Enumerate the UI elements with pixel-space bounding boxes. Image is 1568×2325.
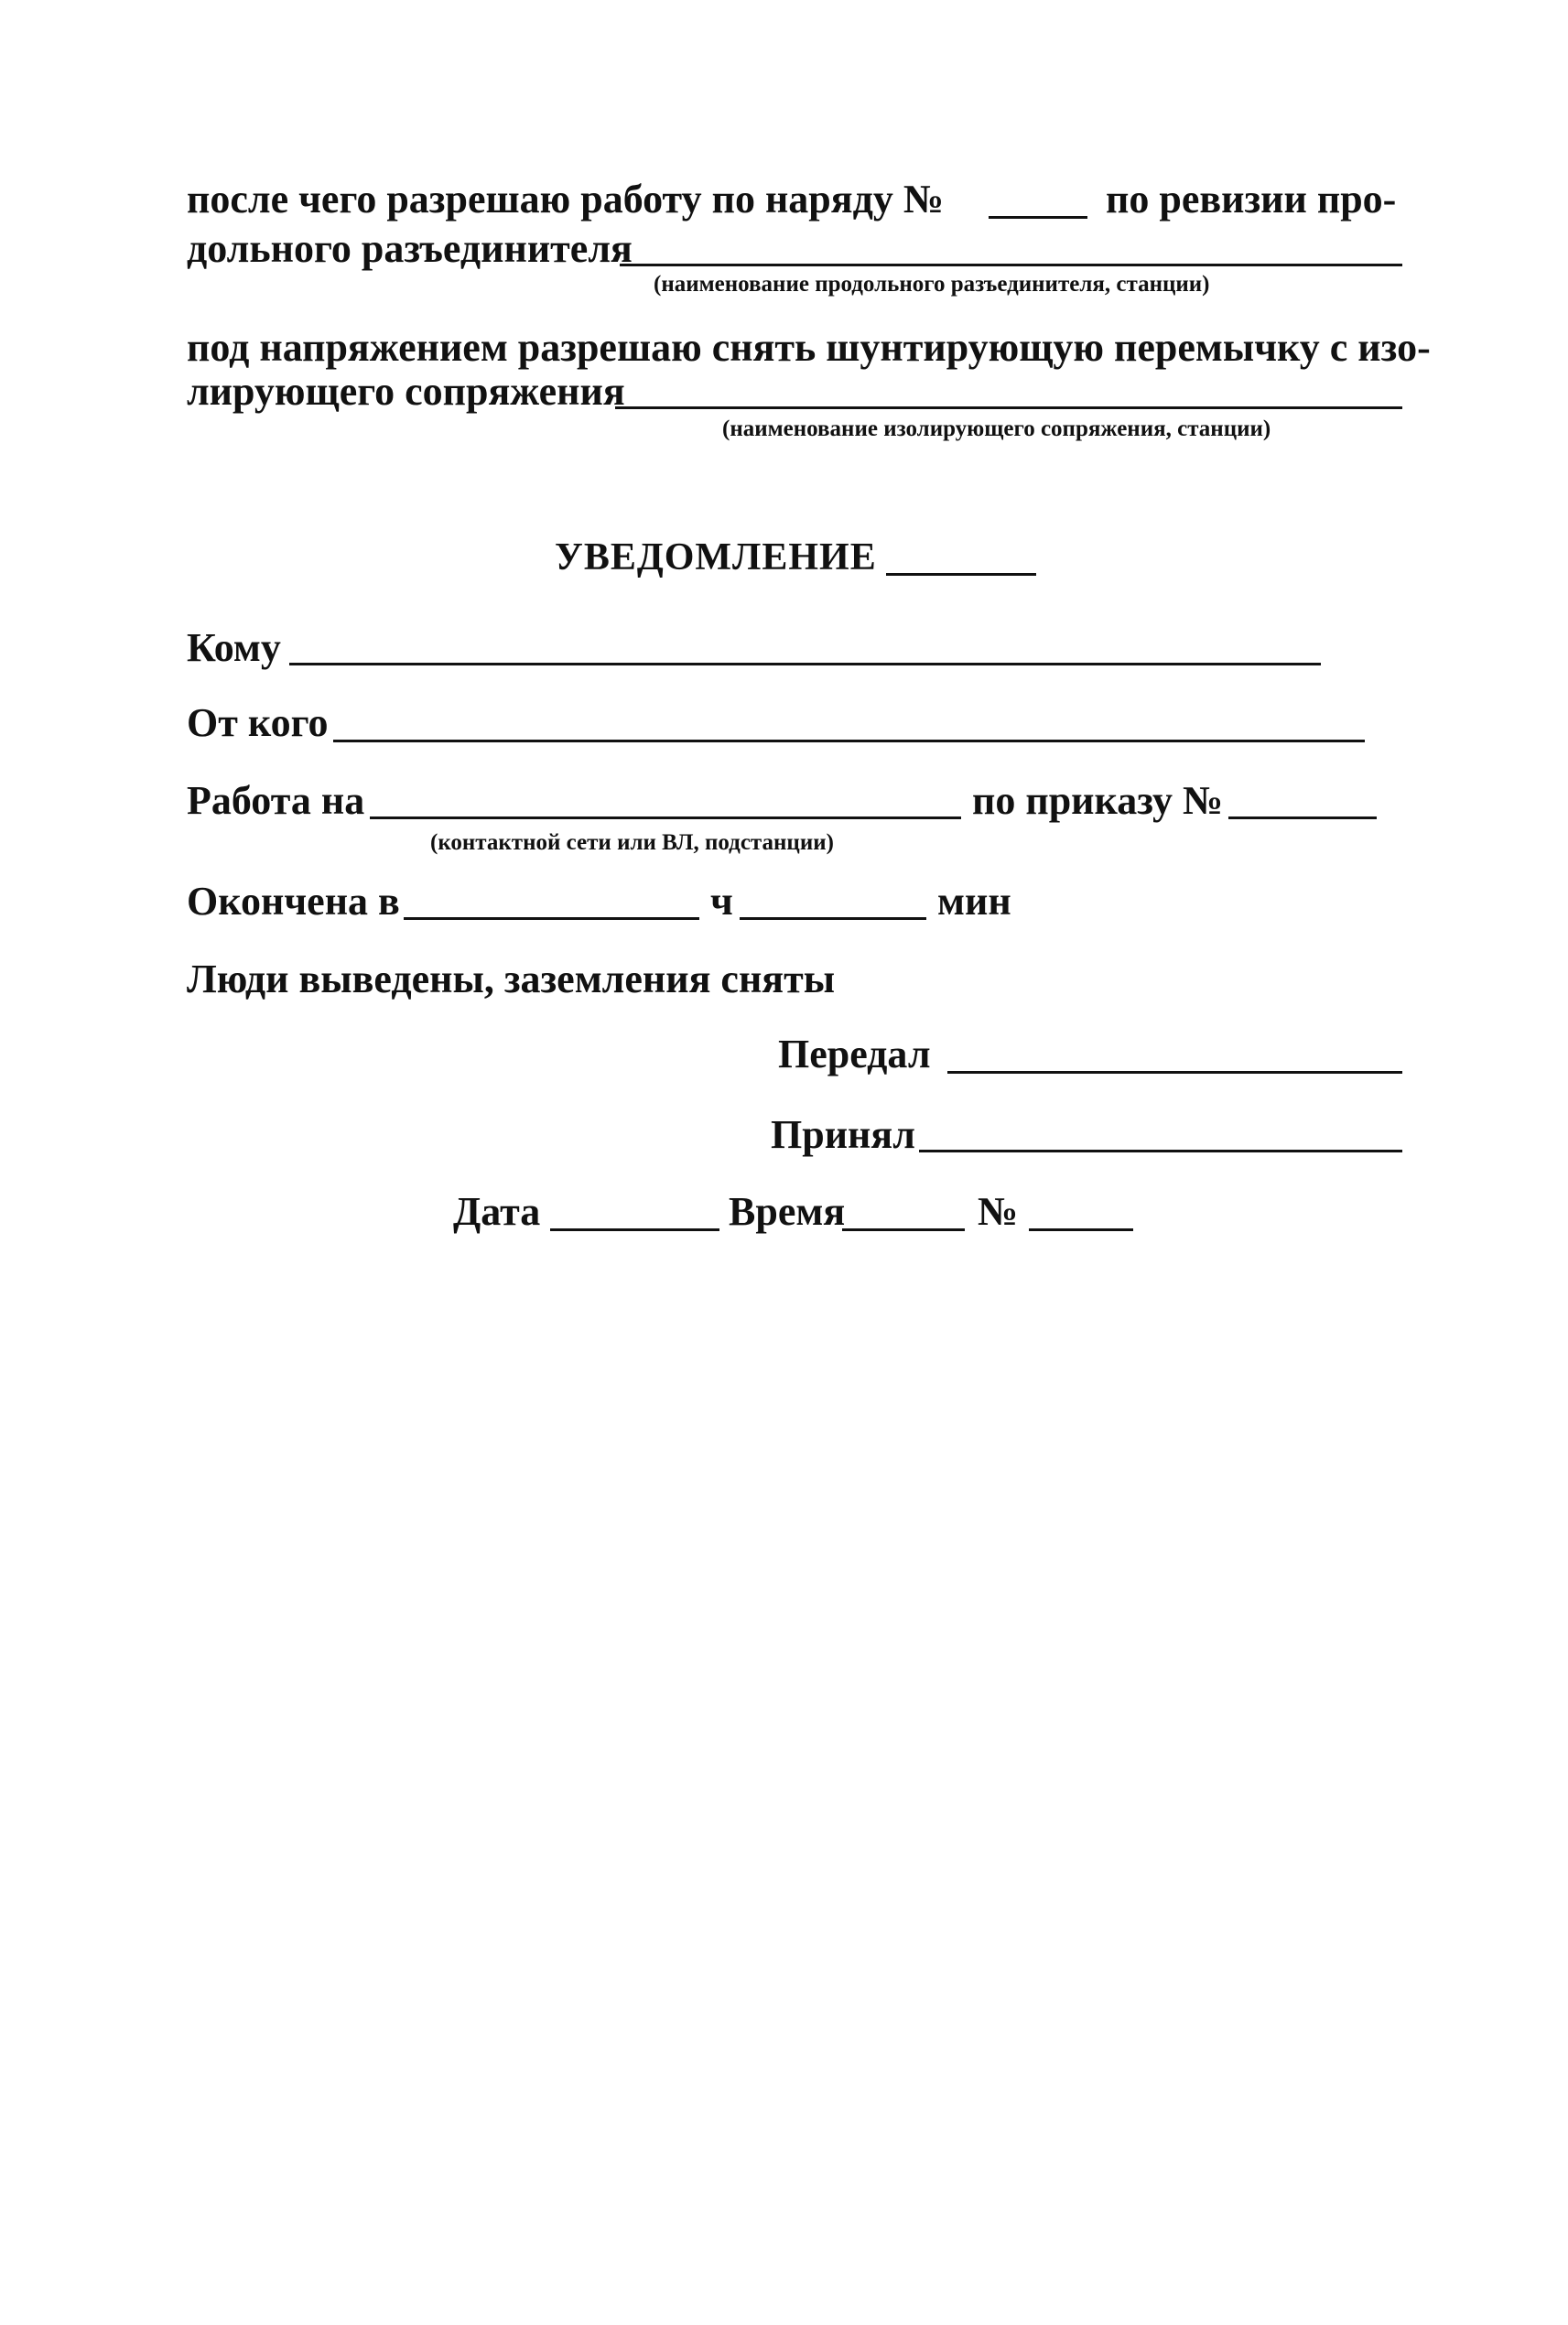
finished-minute-field[interactable] (740, 917, 926, 920)
received-by-label: Принял (771, 1112, 915, 1157)
finished-at-label: Окончена в (187, 879, 400, 924)
sent-by-label: Передал (778, 1032, 931, 1076)
from-field[interactable] (333, 740, 1365, 742)
disconnector-label: дольного разъединителя (187, 226, 633, 271)
permit-work-text: после чего разрешаю работу по наряду № (187, 177, 945, 222)
work-on-label: Работа на (187, 778, 365, 823)
number-label: № (978, 1189, 1019, 1234)
work-order-number-field[interactable] (989, 216, 1087, 219)
date-field[interactable] (550, 1228, 719, 1231)
to-field[interactable] (289, 663, 1321, 665)
isolating-junction-caption: (наименование изолирующего сопряжения, станции) (722, 416, 1271, 441)
order-number-field[interactable] (1228, 816, 1377, 819)
hour-label: ч (710, 879, 733, 924)
notice-number-field[interactable] (886, 573, 1036, 576)
received-by-field[interactable] (919, 1150, 1402, 1152)
revision-text: по ревизии про- (1106, 177, 1397, 222)
number-field[interactable] (1029, 1228, 1133, 1231)
order-label: по приказу № (972, 778, 1224, 823)
to-label: Кому (187, 625, 281, 670)
minute-label: мин (937, 879, 1011, 924)
finished-hour-field[interactable] (404, 917, 699, 920)
isolating-junction-name-field[interactable] (615, 406, 1402, 409)
disconnector-name-field[interactable] (620, 264, 1402, 266)
work-location-caption: (контактной сети или ВЛ, подстанции) (430, 830, 834, 855)
notice-title: УВЕДОМЛЕНИЕ (555, 536, 877, 579)
isolating-junction-label: лирующего сопряжения (187, 369, 625, 414)
disconnector-caption: (наименование продольного разъединителя, станции) (654, 272, 1210, 297)
from-label: От кого (187, 700, 329, 745)
date-label: Дата (453, 1189, 541, 1234)
work-location-field[interactable] (370, 816, 961, 819)
time-label: Время (729, 1189, 846, 1234)
people-removed-text: Люди выведены, заземления сняты (187, 957, 836, 1001)
remove-jumper-text: под напряжением разрешаю снять шунтирующую перемычку с изо- (187, 325, 1431, 370)
time-field[interactable] (842, 1228, 965, 1231)
sent-by-field[interactable] (947, 1071, 1402, 1074)
